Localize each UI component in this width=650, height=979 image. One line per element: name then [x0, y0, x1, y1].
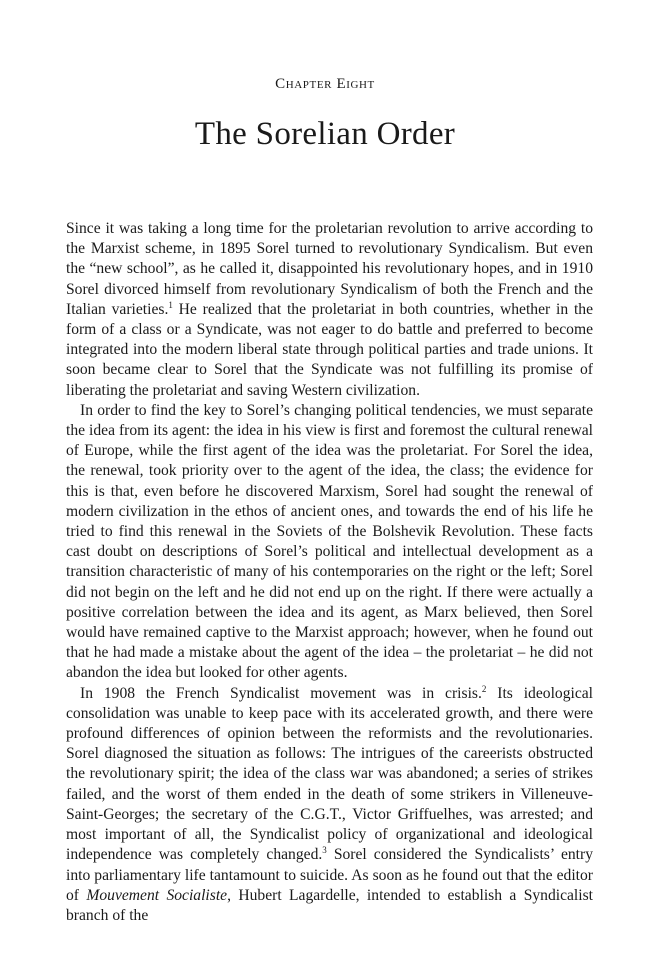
footnote-marker: 3	[322, 845, 327, 856]
chapter-title: The Sorelian Order	[194, 116, 456, 152]
text-segment: , Hubert Lagardelle, intended to establish a Syndicalist branch of the	[66, 886, 593, 924]
journal-title: Mouvement Socialiste	[86, 886, 228, 904]
paragraph-1	[66, 219, 593, 401]
text-segment: In 1908 the French Syndicalist movement was in crisis.	[80, 684, 482, 702]
text-segment: Sorel considered the Syndicalists’ entry into parliamentary life tantamount to suicide. As soon as he found out that the editor of	[66, 846, 593, 904]
paragraph-3	[66, 684, 593, 926]
paragraph-2	[66, 401, 593, 684]
text-segment: Since it was taking a long time for the proletarian revolution to arrive according to the Marxist scheme, in 1895 Sorel turned to revolutionary Syndicalism. But even the “new school”, as he called it, disappointed his revolutionary hopes, and in 1910 Sorel divorced himself from revolutionary Syndicalism of both the French and the Italian varieties.	[66, 220, 593, 318]
footnote-marker: 1	[168, 299, 173, 310]
text-segment: Its ideological consolidation was unable to keep pace with its accelerated growth, and there were profound differences of opinion between the reformists and the revolutionaries. Sorel diagnosed the situation as follows: The intrigues of the careerists obstructed the revolutionary spirit; the idea of the class war was abandoned; a series of strikes failed, and the worst of them ended in the death of some strikers in Villeneuve-Saint-Georges; the secretary of the C.G.T., Victor Griffuelhes, was arrested; and most important of all, the Syndicalist policy of organizational and ideological independence was completely changed.	[66, 684, 594, 864]
text-segment: He realized that the proletariat in both countries, whether in the form of a class or a Syndicate, was not eager to do battle and preferred to become integrated into the modern liberal state through political parties and trade unions. It soon became clear to Sorel that the Syndicate was not fulfilling its promise of liberating the proletariat and saving Western civilization.	[66, 300, 593, 399]
text-segment: In order to find the key to Sorel’s changing political tendencies, we must separate the idea from its agent: the idea in his view is first and foremost the cultural renewal of Europe, while the first agent of the idea was the proletariat. For Sorel the idea, the renewal, took priority over to the agent of the idea, the class; the evidence for this is that, even before he discovered Marxism, Sorel had sought the renewal of modern civilization in the ethos of ancient ones, and towards the end of his life he tried to find this renewal in the Soviets of the Bolshevik Revolution. These facts cast doubt on descriptions of Sorel’s political and intellectual development as a transition characteristic of many of his contemporaries on the right or the left; Sorel did not begin on the left and he did not end up on the right. If there were actually a positive correlation between the idea and its agent, as Marx believed, then Sorel would have remained captive to the Marxist approach; however, when he found out that he had made a mistake about the agent of the idea – the proletariat – he did not abandon the idea but looked for other agents.	[66, 401, 593, 682]
chapter-label: Chapter Eight	[275, 76, 375, 92]
body-text	[66, 219, 593, 926]
footnote-marker: 2	[481, 683, 487, 694]
